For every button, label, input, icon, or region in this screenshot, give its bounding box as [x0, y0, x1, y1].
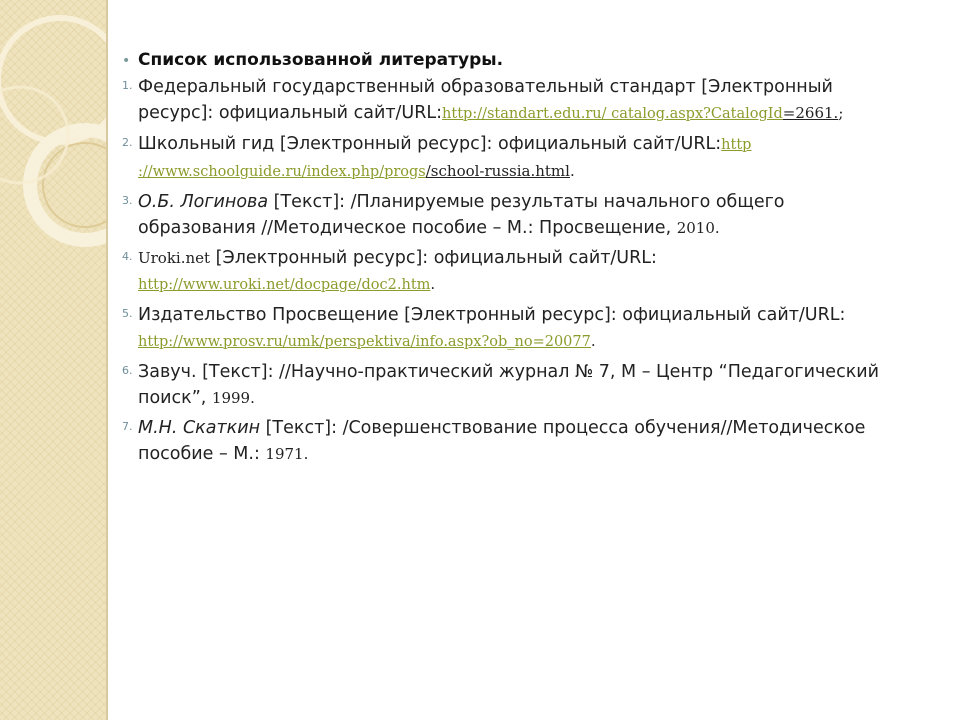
- link-tail: /school-russia.html: [425, 162, 570, 180]
- bullet-icon: •: [122, 53, 131, 69]
- reference-link[interactable]: http://www.prosv.ru/umk/perspektiva/info.aspx?ob_no=20077: [138, 334, 591, 350]
- punctuation: ;: [838, 104, 844, 122]
- slide-heading: Список использованной литературы.: [138, 50, 504, 70]
- item-body: Издательство Просвещение [Электронный ресурс]: официальный сайт/URL:: [138, 305, 846, 325]
- item-text: [138, 189, 888, 241]
- item-author: М.Н. Скаткин: [138, 418, 261, 438]
- item-text: [138, 302, 888, 355]
- list-item: [122, 302, 922, 355]
- item-number: 6.: [122, 364, 133, 377]
- punctuation: .: [569, 162, 575, 180]
- item-year: 1999.: [211, 389, 255, 407]
- item-text: [138, 74, 888, 127]
- item-text: [138, 415, 888, 467]
- list-item: [122, 189, 922, 241]
- item-body: [Текст]: /Совершенствование процесса обучения//Методическое пособие – М.:: [138, 418, 866, 464]
- item-body: [Текст]: /Планируемые результаты начального общего образования //Методическое пособие – М.: Просвещение,: [138, 192, 785, 238]
- item-number: 1.: [122, 79, 133, 92]
- item-body: Федеральный государственный образовательный стандарт [Электронный ресурс]: официальный сайт/URL:: [138, 77, 833, 123]
- item-text: [138, 245, 888, 298]
- list-item: [122, 415, 922, 467]
- punctuation: .: [590, 332, 596, 350]
- link-tail: =2661.: [782, 104, 839, 122]
- list-item: [122, 245, 922, 298]
- item-number: 5.: [122, 307, 133, 320]
- item-body: Школьный гид [Электронный ресурс]: официальный сайт/URL:: [138, 134, 722, 154]
- item-body: Завуч. [Текст]: //Научно-практический журнал № 7, М – Центр “Педагогический поиск”,: [138, 362, 880, 408]
- list-item: [122, 131, 922, 185]
- sidebar-divider: [106, 0, 108, 720]
- item-number: 2.: [122, 136, 133, 149]
- slide-content: [122, 50, 922, 471]
- decorative-sidebar: [0, 0, 106, 720]
- reference-link[interactable]: http://standart.edu.ru/ catalog.aspx?CatalogId: [442, 106, 783, 122]
- heading-row: [122, 50, 922, 70]
- item-year: 1971.: [265, 445, 309, 463]
- item-lead: Uroki.net: [138, 249, 211, 267]
- item-text: [138, 359, 888, 411]
- reference-link[interactable]: http://www.uroki.net/docpage/doc2.htm: [138, 277, 431, 293]
- decorative-rings-graphic: [0, 0, 106, 720]
- item-number: 4.: [122, 250, 133, 263]
- list-item: [122, 74, 922, 127]
- item-body: [Электронный ресурс]: официальный сайт/URL:: [210, 248, 657, 268]
- item-number: 3.: [122, 194, 133, 207]
- list-item: [122, 359, 922, 411]
- punctuation: .: [430, 275, 436, 293]
- item-year: 2010.: [676, 219, 720, 237]
- reference-link[interactable]: http ://www.schoolguide.ru/index.php/progs: [138, 137, 752, 180]
- item-author: О.Б. Логинова: [138, 192, 269, 212]
- item-text: [138, 131, 888, 185]
- item-number: 7.: [122, 420, 133, 433]
